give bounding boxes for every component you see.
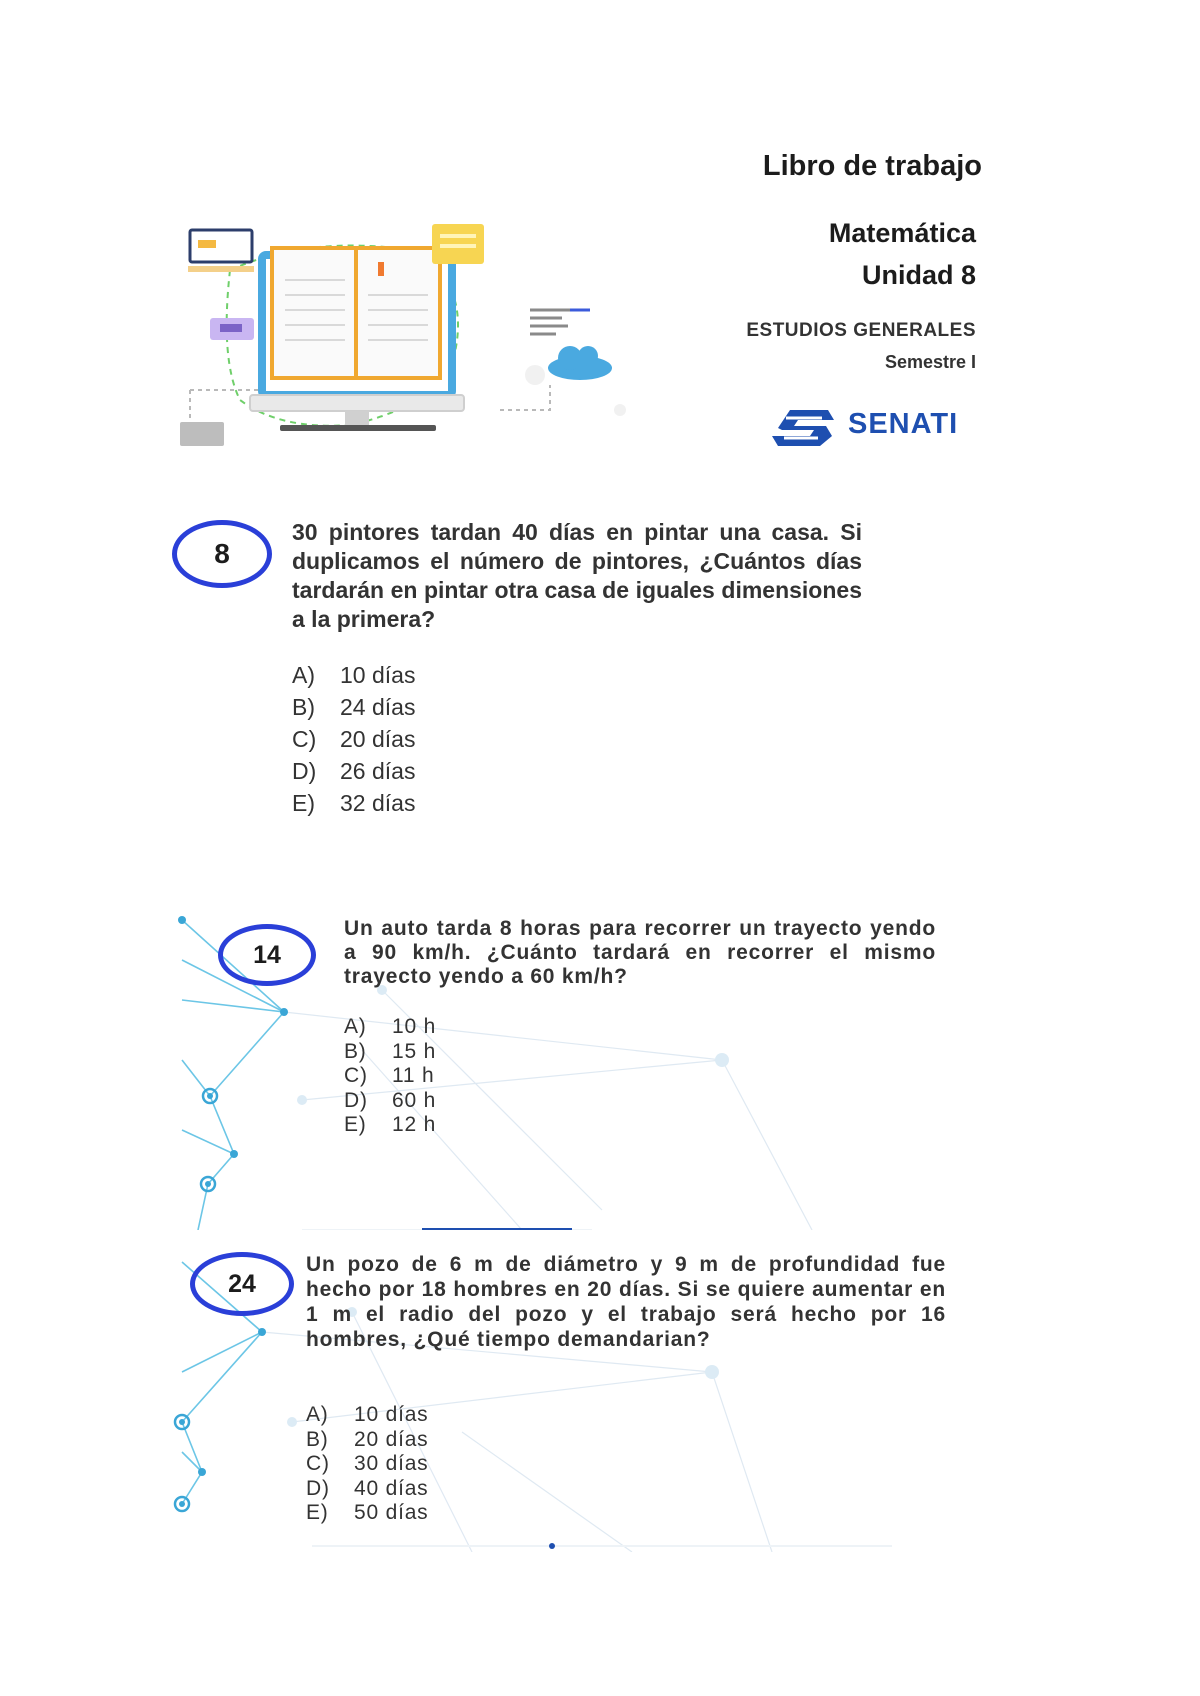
answer-option-b: B) 20 días bbox=[306, 1427, 429, 1451]
answer-option-c: C) 20 días bbox=[292, 726, 416, 752]
question-number-badge: 14 bbox=[218, 924, 316, 986]
answer-option-a: A) 10 días bbox=[306, 1403, 429, 1426]
subject-title: Matemática bbox=[828, 218, 976, 248]
answer-option-c: C) 30 días bbox=[306, 1452, 429, 1475]
answer-option-a: A) 10 h bbox=[344, 1015, 437, 1038]
semester-label: Semestre I bbox=[884, 352, 976, 372]
answer-option-a: A) 10 días bbox=[292, 662, 416, 688]
question-number-badge: 8 bbox=[172, 520, 272, 588]
answer-option-d: D) 60 h bbox=[344, 1088, 437, 1112]
answer-option-b: B) 24 días bbox=[292, 694, 416, 720]
answer-option-e: E) 32 días bbox=[292, 790, 416, 816]
answer-options bbox=[292, 662, 415, 822]
senati-logo bbox=[770, 404, 990, 452]
question-text: 30 pintores tardan 40 días en pintar una casa. Si duplicamos el número de pintores, ¿Cuántos días tardarán en pintar otra casa de iguales dimensiones a la primera? bbox=[292, 519, 862, 632]
unit-title: Unidad 8 bbox=[861, 260, 976, 290]
answer-options bbox=[306, 1403, 429, 1526]
workbook-title: Libro de trabajo bbox=[762, 150, 982, 182]
senati-logo-text: SENATI bbox=[848, 408, 959, 440]
answer-option-e: E) 50 días bbox=[306, 1501, 429, 1524]
question-number-badge: 24 bbox=[190, 1252, 294, 1316]
laptop-book-illustration bbox=[170, 210, 630, 460]
department-label: ESTUDIOS GENERALES bbox=[746, 320, 976, 341]
answer-option-c: C) 11 h bbox=[344, 1064, 435, 1087]
answer-option-e: E) 12 h bbox=[344, 1113, 437, 1136]
answer-option-b: B) 15 h bbox=[344, 1039, 437, 1063]
senati-logo-icon bbox=[770, 404, 836, 452]
answer-option-d: D) 26 días bbox=[292, 758, 416, 784]
question-text: Un pozo de 6 m de diámetro y 9 m de profundidad fue hecho por 18 hombres en 20 días. Si se quiere aumentar en 1 m el radio del pozo y el trabajo será hecho por 16 hombres, ¿Qué tiempo demandarian? bbox=[306, 1253, 946, 1351]
answer-option-d: D) 40 días bbox=[306, 1476, 429, 1500]
answer-options bbox=[344, 1015, 436, 1138]
question-text: Un auto tarda 8 horas para recorrer un trayecto yendo a 90 km/h. ¿Cuánto tardará en recorrer el mismo trayecto yendo a 60 km/h? bbox=[344, 917, 936, 988]
